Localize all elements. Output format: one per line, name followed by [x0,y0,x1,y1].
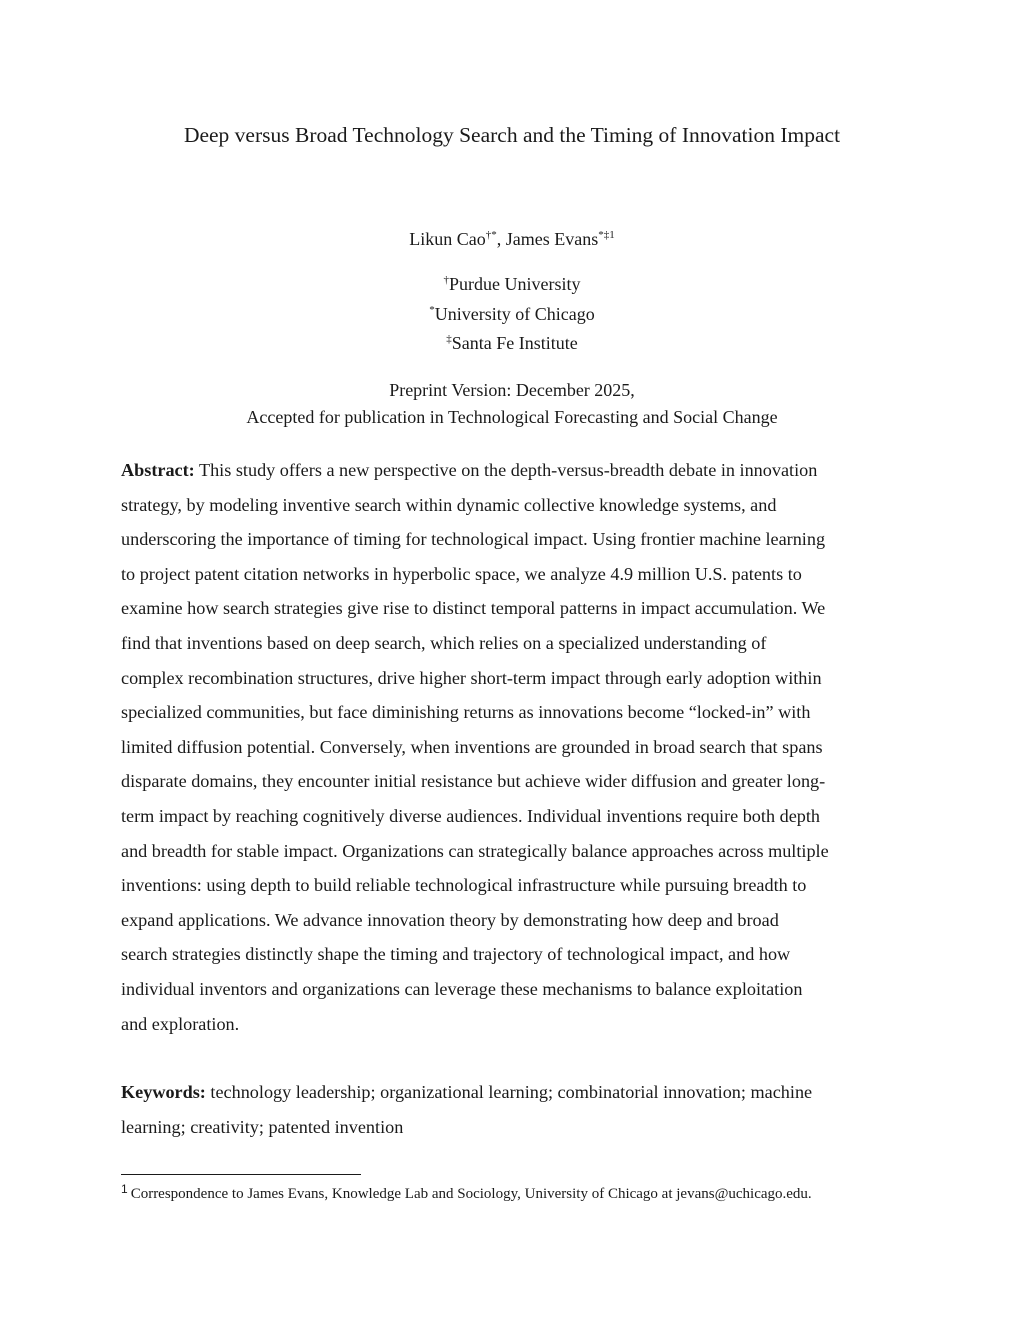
affiliation-mark: * [429,303,435,316]
abstract-label: Abstract: [121,460,195,480]
abstract-line: inventions: using depth to build reliable technological infrastructure while pursuing breadth to [121,875,807,896]
author-name-2: James Evans [505,229,599,249]
author-2-affiliation-marks: *‡1 [598,229,615,241]
keywords-label: Keywords: [121,1082,206,1102]
abstract-line: search strategies distinctly shape the timing and trajectory of technological impact, and how [121,944,791,965]
affiliation-purdue [0,271,1024,301]
abstract-line: limited diffusion potential. Conversely, when inventions are grounded in broad search that spans [121,736,823,757]
keywords-paragraph [121,1075,903,1144]
author-line [0,226,1024,255]
abstract-line: examine how search strategies give rise to distinct temporal patterns in impact accumulation. We [121,598,826,619]
abstract-paragraph [121,453,903,1041]
abstract-line: specialized communities, but face diminishing returns as innovations become “locked-in” with [121,702,811,723]
author-separator: , [496,229,506,249]
footnote-text: Correspondence to James Evans, Knowledge Lab and Sociology, University of Chicago at jevans@uchicago.edu. [130,1186,812,1202]
author-name-1: Likun Cao [409,229,486,249]
affiliation-chicago [0,301,1024,331]
abstract-line: individual inventors and organizations can leverage these mechanisms to balance exploitation [121,978,803,999]
affiliation-santa-fe [0,330,1024,360]
abstract-line: complex recombination structures, drive higher short-term impact through early adoption within [121,667,822,688]
abstract-line: strategy, by modeling inventive search within dynamic collective knowledge systems, and [121,494,777,515]
keywords-line [121,1075,903,1110]
abstract-line-text: This study offers a new perspective on the depth-versus-breadth debate in innovation [194,460,818,480]
accepted-journal-line: Accepted for publication in Technological Forecasting and Social Change [246,407,778,427]
abstract-line: and breadth for stable impact. Organizations can strategically balance approaches across multiple [121,840,829,861]
keywords-line-text: technology leadership; organizational learning; combinatorial innovation; machine [205,1082,813,1102]
footnote-divider [121,1174,361,1175]
author-1-affiliation-marks: †* [485,229,497,241]
abstract-line: expand applications. We advance innovation theory by demonstrating how deep and broad [121,909,779,930]
abstract-line [121,453,903,488]
keywords-line: learning; creativity; patented invention [121,1116,404,1137]
affiliation-name: Purdue University [449,274,581,294]
affiliation-mark: ‡ [446,333,452,345]
publication-status [0,377,1024,431]
abstract-line: term impact by reaching cognitively diverse audiences. Individual inventions require both depth [121,805,821,826]
affiliation-name: University of Chicago [434,303,595,324]
paper-title: Deep versus Broad Technology Search and the Timing of Innovation Impact [183,123,841,147]
abstract-line: and exploration. [121,1013,240,1034]
affiliation-mark: † [443,274,449,286]
abstract-line: underscoring the importance of timing for technological impact. Using frontier machine learning [121,529,826,550]
affiliation-name: Santa Fe Institute [451,333,578,353]
footnote-mark: 1 [121,1182,128,1196]
abstract-line: to project patent citation networks in hyperbolic space, we analyze 4.9 million U.S. patents to [121,563,802,584]
preprint-version-line: Preprint Version: December 2025, [389,380,635,400]
abstract-line: find that inventions based on deep search, which relies on a specialized understanding of [121,632,767,653]
abstract-line: disparate domains, they encounter initial resistance but achieve wider diffusion and greater long- [121,771,826,792]
footnote [121,1184,921,1204]
affiliation-list [0,271,1024,360]
